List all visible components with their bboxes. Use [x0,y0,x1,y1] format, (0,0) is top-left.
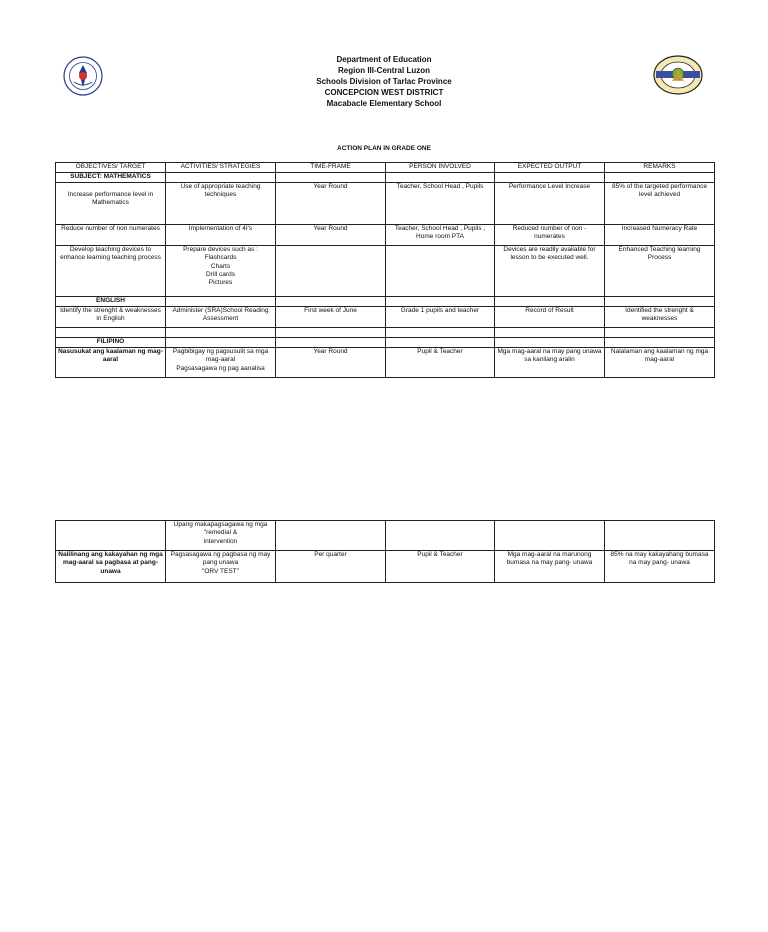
activity-line: Pictures [208,279,233,287]
remarks-cell: 85% of the targeted performance level achieved [605,183,715,225]
empty-cell [166,328,276,338]
output-cell: Reduced number of non - numerates [495,225,605,246]
column-header: EXPECTED OUTPUT [495,163,605,173]
objective-cell [56,521,166,551]
empty-cell [605,328,715,338]
activity-cell [166,521,276,551]
empty-cell [605,173,715,183]
activity-cell [166,551,276,583]
person-cell: Teacher, School Head , Pupils [386,183,495,225]
objective-cell: Nasusukat ang kaalaman ng mag-aaral [56,348,166,378]
output-cell: Mga mag-aaral na may pang unawa sa kanilang aralin [495,348,605,378]
remarks-cell: 85% na may kakayahang bumasa na may pang- unawa [605,551,715,583]
empty-cell [276,297,386,307]
subject-row-math [56,173,715,183]
objective-cell: Increase performance level in Mathematics [56,183,166,225]
time-cell: First week of June [276,307,386,328]
activity-line: Flashcards [204,254,237,262]
document-title: ACTION PLAN IN GRADE ONE [337,145,431,152]
output-cell: Mga mag-aaral na marunong bumasa na may pang- unawa [495,551,605,583]
empty-cell [495,297,605,307]
activity-cell: Implementation of 4I's [166,225,276,246]
activity-line: Prepare devices such as : [183,246,258,253]
header-line-2: Region III-Central Luzon [338,66,430,75]
time-cell: Year Round [276,348,386,378]
time-cell: Per quarter [276,551,386,583]
activity-line: intervention [203,537,238,545]
person-cell: Pupil & Teacher [386,551,495,583]
empty-cell [386,338,495,348]
table-header-row [56,163,715,173]
column-header: TIME-FRAME [276,163,386,173]
activity-cell: Use of appropriate teaching techniques [166,183,276,225]
column-header: REMARKS [605,163,715,173]
output-cell: Performance Level Increase [495,183,605,225]
header-line-1: Department of Education [336,55,432,64]
activity-line: "ORV TEST" [202,567,239,575]
action-plan-table-continued [55,520,715,583]
activity-cell [166,246,276,297]
person-cell: Grade 1 pupils and teacher [386,307,495,328]
time-cell: Year Round [276,183,386,225]
empty-cell [276,338,386,348]
empty-cell [166,173,276,183]
empty-cell [605,297,715,307]
table-row [56,225,715,246]
subject-row-filipino [56,338,715,348]
empty-cell [276,328,386,338]
person-cell: Teacher, School Head , Pupils , Home room PTA [386,225,495,246]
activity-line: Upang makapagsagawa ng mga "remedial & [173,521,268,537]
subject-row-english [56,297,715,307]
table-row [56,551,715,583]
empty-cell [605,338,715,348]
activity-line: Pagbibigay ng pagsusulit sa mga mag-aaral [172,348,269,364]
empty-cell [495,338,605,348]
empty-cell [495,328,605,338]
table-row [56,307,715,328]
time-cell: Year Round [276,225,386,246]
subject-label: SUBJECT: MATHEMATICS [56,173,166,183]
table-row [56,521,715,551]
column-header: ACTIVITIES/ STRATEGIES [166,163,276,173]
remarks-cell: Enhanced Teaching learning Process [605,246,715,297]
column-header: OBJECTIVES/ TARGET [56,163,166,173]
time-cell [276,521,386,551]
table-row [56,348,715,378]
person-cell [386,246,495,297]
empty-cell [166,297,276,307]
activity-line: Drill cards [206,270,235,278]
activity-line: Charts [210,262,231,270]
header-line-4: CONCEPCION WEST DISTRICT [324,88,444,97]
output-cell [495,521,605,551]
action-plan-table [55,162,715,378]
output-cell: Record of Result [495,307,605,328]
subject-label: FILIPINO [56,338,166,348]
column-header: PERSON INVOLVED [386,163,495,173]
subject-label: ENGLISH [56,297,166,307]
table-row [56,246,715,297]
activity-cell: Administer (SRA)School Reading Assessment [166,307,276,328]
output-cell: Devices are readily available for lesson to be executed well. [495,246,605,297]
person-cell [386,521,495,551]
time-cell [276,246,386,297]
remarks-cell [605,521,715,551]
person-cell: Pupil & Teacher [386,348,495,378]
objective-cell: Develop teaching devices to enhance learning teaching process [56,246,166,297]
objective-cell: Identify the strenght & weaknesses in English [56,307,166,328]
empty-cell [276,173,386,183]
activity-line: Pagsasagawa ng pag aanalisa [176,364,265,372]
objective-cell: Reduce number of non numerates [56,225,166,246]
remarks-cell: Nalalaman ang kaalaman ng mga mag-aaral [605,348,715,378]
school-header [0,54,768,109]
spacer-row [56,328,715,338]
objective-cell: Nalilinang ang kakayahan ng mga mag-aaral sa pagbasa at pang- unawa [56,551,166,583]
header-line-5: Macabacle Elementary School [326,99,442,108]
remarks-cell: Increased Numeracy Rate [605,225,715,246]
remarks-cell: Identified the strenght & weaknesses [605,307,715,328]
empty-cell [495,173,605,183]
activity-cell [166,348,276,378]
empty-cell [386,328,495,338]
empty-cell [386,173,495,183]
header-line-3: Schools Division of Tarlac Province [316,77,452,86]
empty-cell [166,338,276,348]
activity-line: Pagsasagawa ng pagbasa ng may pang unawa [170,551,271,567]
table-row [56,183,715,225]
empty-cell [56,328,166,338]
empty-cell [386,297,495,307]
